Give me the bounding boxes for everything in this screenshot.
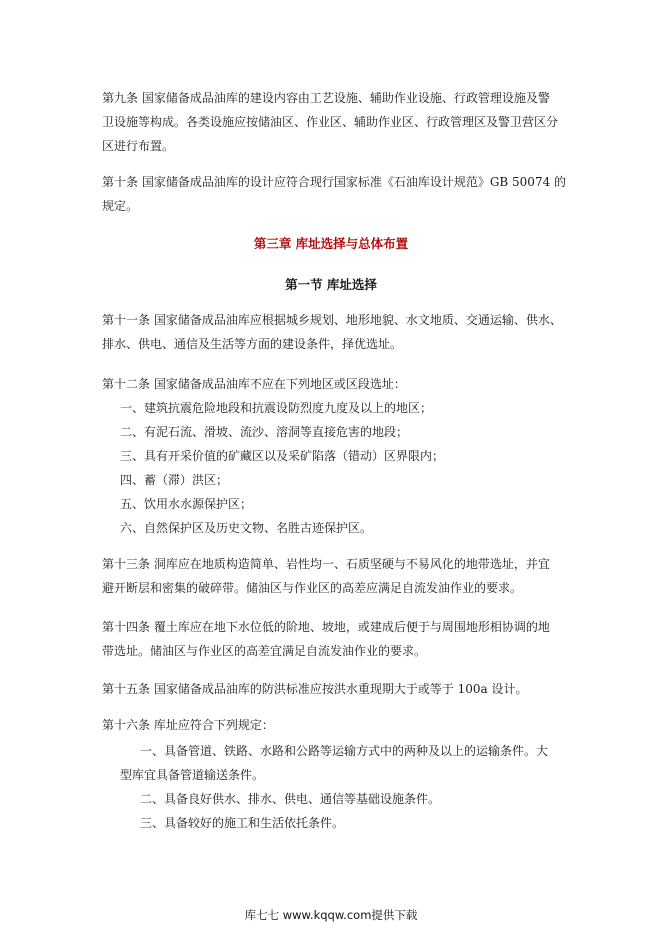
article-14-line-1: 第十四条 覆土库应在地下水位低的阶地、坡地，或建成后便于与周围地形相协调的地 xyxy=(102,620,550,634)
article-16-item-3: 三、具备较好的施工和生活依托条件。 xyxy=(140,816,345,830)
section-title: 第一节 库址选择 xyxy=(285,277,377,292)
article-9-line-1: 第九条 国家储备成品油库的建设内容由工艺设施、辅助作业设施、行政管理设施及警 xyxy=(102,91,550,105)
article-11-line-1: 第十一条 国家储备成品油库应根据城乡规划、地形地貌、水文地质、交通运输、供水、 xyxy=(102,313,562,327)
article-10 xyxy=(102,170,572,218)
footer-download-note: 库七七 www.kqqw.com提供下载 xyxy=(244,908,418,922)
article-13-line-1: 第十三条 洞库应在地质构造简单、岩性均一、石质坚硬与不易风化的地带选址，并宜 xyxy=(102,557,550,571)
article-9-line-2: 卫设施等构成。各类设施应按储油区、作业区、辅助作业区、行政管理区及警卫营区分 xyxy=(102,115,559,129)
article-16-intro: 第十六条 库址应符合下列规定： xyxy=(102,718,274,732)
article-9-line-3: 区进行布置。 xyxy=(102,139,175,153)
article-14-line-2: 带选址。储油区与作业区的高差宜满足自流发油作业的要求。 xyxy=(102,644,427,658)
article-16-item-2: 二、具备良好供水、排水、供电、通信等基础设施条件。 xyxy=(140,792,441,806)
article-12-item-1: 一、建筑抗震危险地段和抗震设防烈度九度及以上的地区； xyxy=(120,401,433,415)
article-12-item-3: 三、具有开采价值的矿藏区以及采矿陷落（错动）区界限内； xyxy=(120,449,445,463)
article-11 xyxy=(102,308,572,356)
article-13 xyxy=(102,552,572,600)
article-12-item-2: 二、有泥石流、滑坡、流沙、溶洞等直接危害的地段； xyxy=(120,425,409,439)
article-14 xyxy=(102,615,572,663)
article-12-item-6: 六、自然保护区及历史文物、名胜古迹保护区。 xyxy=(120,521,373,535)
article-9 xyxy=(102,86,572,158)
article-13-line-2: 避开断层和密集的破碎带。储油区与作业区的高差应满足自流发油作业的要求。 xyxy=(102,581,523,595)
article-12-intro: 第十二条 国家储备成品油库不应在下列地区或区段选址： xyxy=(102,377,406,391)
article-10-line-2: 规定。 xyxy=(102,199,139,213)
chapter-title: 第三章 库址选择与总体布置 xyxy=(253,236,409,251)
article-10-line-1: 第十条 国家储备成品油库的设计应符合现行国家标准《石油库设计规范》GB 50074 的 xyxy=(102,175,567,189)
article-16-item-1-line-2: 型库宜具备管道输送条件。 xyxy=(120,768,265,782)
article-15: 第十五条 国家储备成品油库的防洪标准应按洪水重现期大于或等于 100a 设计。 xyxy=(102,682,528,696)
article-16-item-1-line-1: 一、具备管道、铁路、水路和公路等运输方式中的两种及以上的运输条件。大 xyxy=(140,744,549,758)
article-12-item-5: 五、饮用水水源保护区； xyxy=(120,497,253,511)
article-11-line-2: 排水、供电、通信及生活等方面的建设条件，择优选址。 xyxy=(102,337,403,351)
article-12-item-4: 四、蓄（滞）洪区； xyxy=(120,473,229,487)
